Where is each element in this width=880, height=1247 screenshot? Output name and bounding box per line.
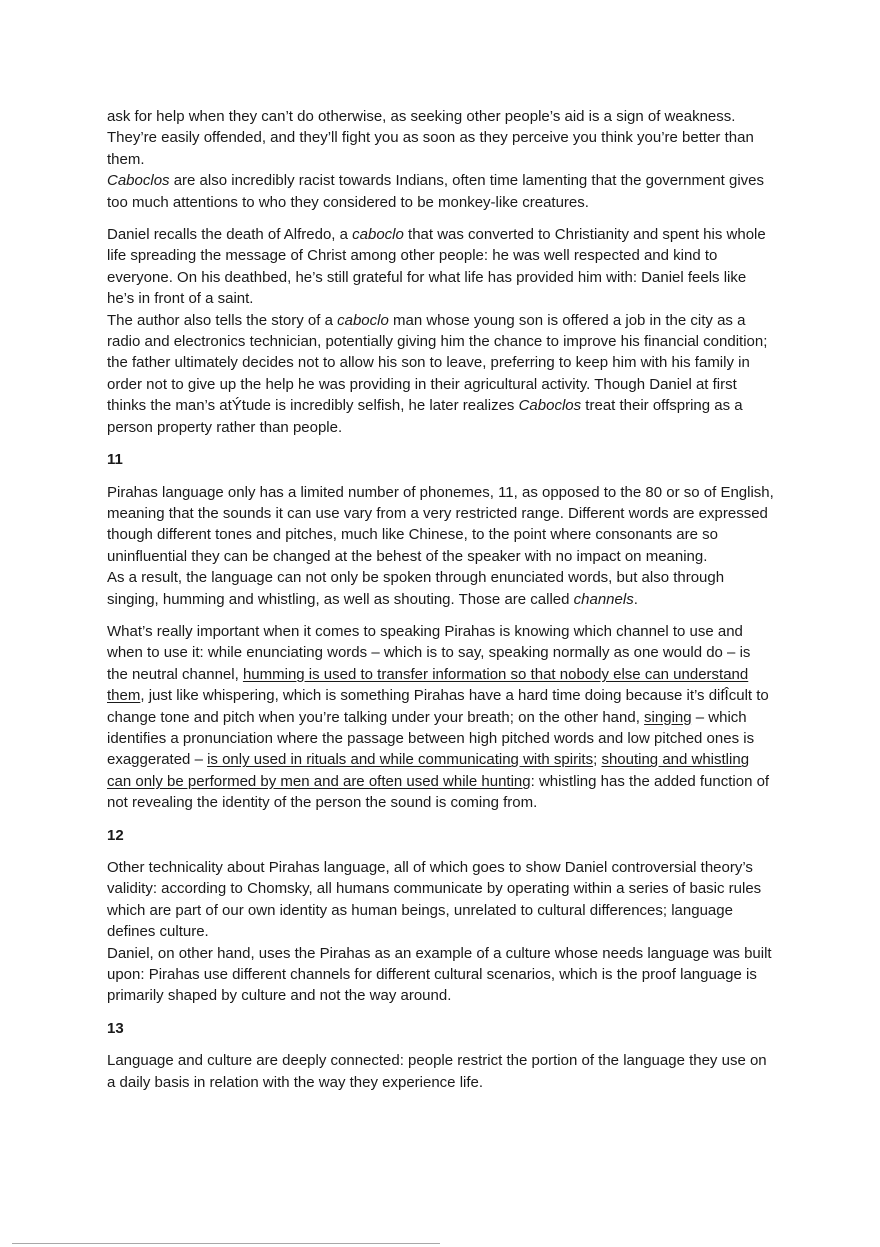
- footer-divider: [12, 1243, 440, 1244]
- paragraph-text: ;: [593, 751, 602, 769]
- paragraph-text: man whose young son is offered a job in the city as a radio and electronics technician, potentially giving him the chance to improve his financial condition; the father ultimately decides not to allow his son to leave, preferring to keep him with his family in order not to give up the help he was providing in their agricultural activity. Though Daniel at first thinks the man’s atÝtude is incredibly selfish, he later realizes: [107, 311, 768, 415]
- section-number-12: 12: [107, 826, 124, 844]
- paragraph-text: : whistling has the added function of not revealing the identity of the person the sound is coming from.: [107, 772, 770, 812]
- section-number-13: 13: [107, 1019, 124, 1037]
- paragraph-chomsky: Other technicality about Pirahas language, all of which goes to show Daniel controversial theory’s validity: according to Chomsky, all humans communicate by operating within a series of basic rules which are part of our own identity as human beings, unrelated to cultural differences; language defines culture.: [107, 859, 762, 941]
- paragraph-phonemes: Pirahas language only has a limited number of phonemes, 11, as opposed to the 80 or so of English, meaning that the sounds it can use vary from a very restricted range. Different words are expressed though different tones and pitches, much like Chinese, to the point where consonants are so uninfluential they can be changed at the behest of the speaker with no impact on meaning.: [107, 483, 774, 565]
- underlined-shouting-whistling: shouting and whistling can only be performed by men and are often used while hunting: [107, 751, 750, 790]
- paragraph-text: treat their offspring as a person property rather than people.: [107, 397, 743, 436]
- paragraph-alfredo: [107, 224, 775, 310]
- paragraph-caboclo-son: [107, 310, 775, 438]
- paragraph-text: are also incredibly racist towards Indians, often time lamenting that the government gives too much attentions to who they considered to be monkey-like creatures.: [107, 172, 765, 211]
- paragraph-text: .: [633, 590, 638, 608]
- paragraph-caboclos-racist: [107, 170, 775, 213]
- underlined-singing: singing: [644, 708, 692, 726]
- paragraph-channel-usage: [107, 621, 775, 814]
- paragraph-channels: [107, 567, 775, 610]
- emphasis-channels: channels: [573, 590, 634, 608]
- paragraph-text: – which identifies a pronunciation where the passage between high pitched words and low pitched ones is exaggerated –: [107, 708, 755, 769]
- paragraph-text: Daniel recalls the death of Alfredo, a: [107, 226, 353, 244]
- section-number-11: 11: [107, 451, 123, 469]
- paragraph-language-culture: Language and culture are deeply connected: people restrict the portion of the language they use on a daily basis in relation with the way they experience life.: [107, 1052, 767, 1091]
- paragraph-weakness: ask for help when they can’t do otherwise, as seeking other people’s aid is a sign of weakness. They’re easily offended, and they’ll fight you as soon as they perceive you think you’re better than them.: [107, 108, 754, 168]
- paragraph-text: The author also tells the story of a: [107, 311, 338, 329]
- paragraph-text: , just like whispering, which is something Pirahas have a hard time doing because it’s difÎcult to change tone and pitch when you’re talking under your breath; on the other hand,: [107, 687, 769, 726]
- paragraph-daniel-culture: Daniel, on other hand, uses the Pirahas as an example of a culture whose needs language was built upon: Pirahas use different channels for different cultural scenarios, which is the proof language is primarily shaped by culture and not the way around.: [107, 944, 772, 1005]
- underlined-rituals: is only used in rituals and while communicating with spirits: [207, 751, 594, 769]
- emphasis-caboclo: caboclo: [337, 311, 389, 329]
- paragraph-text: that was converted to Christianity and spent his whole life spreading the message of Christ among other people: he was well respected and kind to everyone. On his deathbed, he’s still grateful for what life has provided him with: Daniel feels like he’s in front of a saint.: [107, 226, 766, 308]
- paragraph-text: As a result, the language can not only be spoken through enunciated words, but also through singing, humming and whistling, as well as shouting. Those are called: [107, 569, 725, 608]
- emphasis-caboclos: Caboclos: [518, 397, 582, 415]
- underlined-humming: humming is used to transfer information so that nobody else can understand them: [107, 665, 749, 705]
- paragraph-text: What’s really important when it comes to speaking Pirahas is knowing which channel to use and when to use it: while enunciating words – which is to say, speaking normally as one would do – is the neutral channel,: [107, 622, 751, 683]
- emphasis-caboclos: Caboclos: [107, 172, 170, 190]
- emphasis-caboclo: caboclo: [352, 226, 404, 244]
- document-page: [107, 106, 775, 1093]
